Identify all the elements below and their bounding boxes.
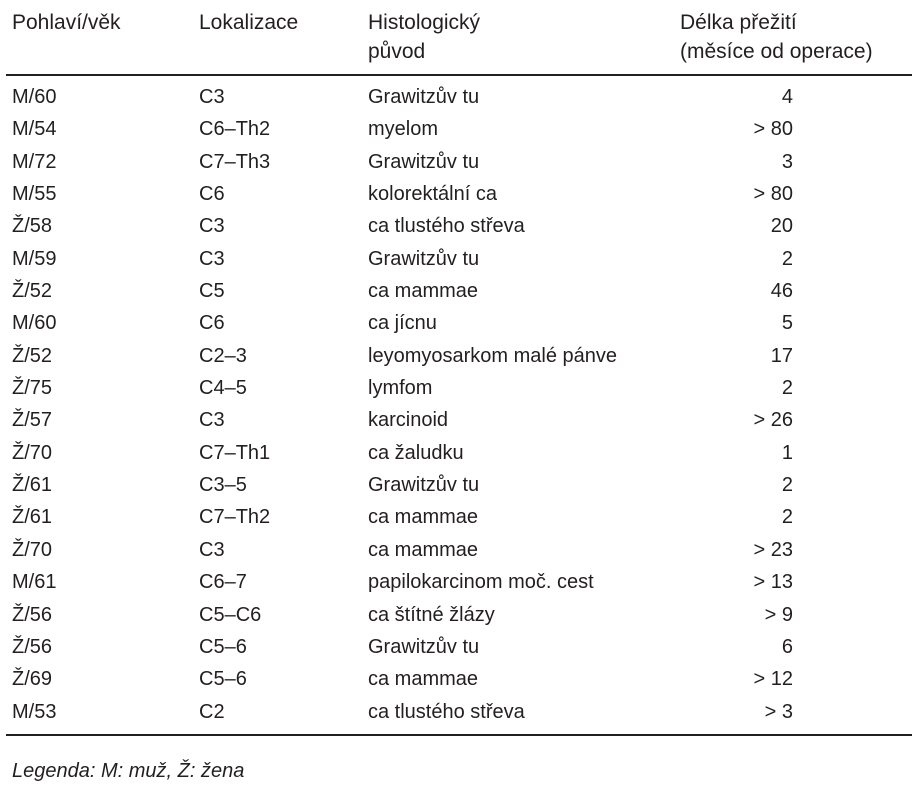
cell-sex-age: Ž/52: [12, 280, 53, 303]
cell-sex-age: Ž/52: [12, 344, 53, 367]
table-header: [6, 0, 912, 76]
table-row: [6, 146, 912, 178]
cell-histology: ca mammae: [368, 506, 479, 529]
cell-histology: ca štítné žlázy: [368, 603, 495, 626]
cell-survival: 46: [770, 280, 793, 303]
cell-survival: 2: [781, 247, 793, 270]
cell-localization: C3–5: [199, 474, 247, 497]
table-row: [6, 307, 912, 339]
cell-survival: 17: [770, 344, 793, 367]
cell-survival: > 80: [753, 183, 793, 206]
table-row: [6, 631, 912, 663]
table-bottom-rule: [6, 734, 912, 736]
cell-sex-age: Ž/58: [12, 215, 53, 238]
cell-localization: C3: [199, 538, 225, 561]
header-survival: Délka přežití (měsíce od operace): [680, 11, 873, 63]
table-body: [6, 76, 912, 728]
data-table: [6, 0, 912, 736]
cell-histology: ca tlustého střeva: [368, 700, 525, 723]
cell-survival: 6: [781, 635, 793, 658]
cell-survival: 2: [781, 474, 793, 497]
cell-localization: C5–6: [199, 635, 247, 658]
cell-localization: C7–Th1: [199, 441, 271, 464]
cell-sex-age: Ž/56: [12, 635, 53, 658]
table-row: [6, 437, 912, 469]
cell-localization: C3: [199, 215, 225, 238]
cell-sex-age: Ž/61: [12, 474, 53, 497]
cell-survival: > 80: [753, 118, 793, 141]
cell-sex-age: Ž/70: [12, 441, 53, 464]
cell-histology: ca tlustého střeva: [368, 215, 525, 238]
table-row: [6, 501, 912, 533]
table-row: [6, 696, 912, 728]
cell-survival: > 23: [753, 538, 793, 561]
cell-sex-age: M/53: [12, 700, 57, 723]
header-localization: Lokalizace: [199, 11, 299, 34]
cell-histology: Grawitzův tu: [368, 150, 480, 173]
cell-survival: 3: [781, 150, 793, 173]
table-row: [6, 210, 912, 242]
cell-survival: > 9: [764, 603, 793, 626]
cell-survival: 4: [781, 86, 793, 108]
cell-survival: > 13: [753, 571, 793, 594]
table-row: [6, 243, 912, 275]
cell-localization: C6–Th2: [199, 118, 271, 141]
table-row: [6, 663, 912, 695]
cell-histology: ca žaludku: [368, 441, 464, 464]
cell-sex-age: Ž/75: [12, 377, 53, 400]
cell-sex-age: Ž/57: [12, 409, 53, 432]
table-row: [6, 372, 912, 404]
cell-sex-age: M/60: [12, 312, 57, 335]
cell-localization: C6: [199, 183, 225, 206]
cell-sex-age: M/60: [12, 86, 57, 108]
cell-survival: > 3: [764, 700, 793, 723]
cell-localization: C5–C6: [199, 603, 262, 626]
cell-histology: Grawitzův tu: [368, 474, 480, 497]
cell-survival: 2: [781, 377, 793, 400]
cell-histology: lymfom: [368, 377, 433, 400]
cell-survival: > 12: [753, 668, 793, 691]
cell-histology: karcinoid: [368, 409, 449, 432]
table-legend: Legenda: M: muž, Ž: žena: [12, 760, 245, 782]
cell-histology: ca jícnu: [368, 312, 437, 335]
cell-histology: ca mammae: [368, 280, 479, 303]
cell-histology: leyomyosarkom malé pánve: [368, 344, 617, 367]
cell-survival: > 26: [753, 409, 793, 432]
cell-localization: C6–7: [199, 571, 247, 594]
table-row: [6, 469, 912, 501]
cell-sex-age: Ž/56: [12, 603, 53, 626]
table-row: [6, 566, 912, 598]
table-row: [6, 275, 912, 307]
cell-histology: kolorektální ca: [368, 183, 497, 206]
table-row: [6, 340, 912, 372]
cell-localization: C7–Th2: [199, 506, 271, 529]
cell-localization: C3: [199, 247, 225, 270]
cell-localization: C2: [199, 700, 225, 723]
cell-histology: ca mammae: [368, 538, 479, 561]
cell-survival: 2: [781, 506, 793, 529]
cell-sex-age: Ž/70: [12, 538, 53, 561]
table-row: [6, 534, 912, 566]
cell-histology: Grawitzův tu: [368, 86, 480, 108]
cell-sex-age: M/59: [12, 247, 57, 270]
cell-localization: C6: [199, 312, 225, 335]
cell-survival: 20: [770, 215, 793, 238]
cell-histology: papilokarcinom moč. cest: [368, 571, 594, 594]
cell-sex-age: M/55: [12, 183, 57, 206]
header-sex-age: Pohlaví/věk: [12, 11, 121, 34]
cell-sex-age: M/61: [12, 571, 57, 594]
cell-sex-age: M/72: [12, 150, 57, 173]
cell-histology: Grawitzův tu: [368, 635, 480, 658]
cell-histology: ca mammae: [368, 668, 479, 691]
cell-localization: C3: [199, 86, 225, 108]
cell-localization: C3: [199, 409, 225, 432]
cell-survival: 5: [781, 312, 793, 335]
table-row: [6, 81, 912, 113]
table-row: [6, 178, 912, 210]
cell-sex-age: Ž/69: [12, 668, 53, 691]
cell-localization: C7–Th3: [199, 150, 271, 173]
cell-histology: Grawitzův tu: [368, 247, 480, 270]
cell-localization: C2–3: [199, 344, 247, 367]
header-histology: Histologický původ: [368, 11, 481, 63]
table-row: [6, 599, 912, 631]
cell-sex-age: M/54: [12, 118, 57, 141]
cell-localization: C5: [199, 280, 225, 303]
table-row: [6, 113, 912, 145]
cell-localization: C5–6: [199, 668, 247, 691]
cell-sex-age: Ž/61: [12, 506, 53, 529]
cell-survival: 1: [781, 441, 793, 464]
table-row: [6, 404, 912, 436]
cell-histology: myelom: [368, 118, 439, 141]
cell-localization: C4–5: [199, 377, 247, 400]
